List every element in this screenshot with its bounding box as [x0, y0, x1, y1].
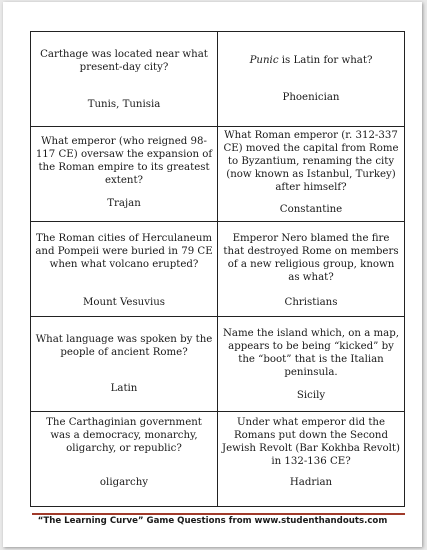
question-card-5	[31, 222, 218, 317]
question-card-6	[218, 222, 405, 317]
card-answer: Tunis, Tunisia	[87, 99, 161, 110]
card-question: Emperor Nero blamed the fire that destroyed Rome on members of a new religious group, known as what?	[223, 233, 399, 283]
question-card-7	[31, 317, 218, 412]
question-card-8	[218, 317, 405, 412]
question-card-10	[218, 412, 405, 507]
question-card-2	[218, 32, 405, 127]
footer-rule	[32, 513, 405, 515]
question-card-3	[31, 127, 218, 222]
card-answer: Hadrian	[289, 477, 333, 488]
card-question: What emperor (who reigned 98-117 CE) oversaw the expansion of the Roman empire to its greatest extent?	[35, 136, 213, 186]
card-answer: Sicily	[296, 390, 326, 401]
card-answer: Christians	[284, 297, 338, 308]
card-answer: Latin	[110, 383, 138, 394]
card-answer: Mount Vesuvius	[82, 297, 166, 308]
card-question-rest: is Latin for what?	[278, 55, 373, 66]
card-question-italic-term: Punic	[249, 55, 279, 66]
footer-credit: “The Learning Curve” Game Questions from www.studenthandouts.com	[37, 516, 388, 526]
card-question: The Roman cities of Herculaneum and Pompeii were buried in 79 CE when what volcano erupted?	[35, 233, 213, 270]
card-answer: Trajan	[107, 198, 141, 209]
card-question	[222, 54, 400, 67]
question-card-4	[218, 127, 405, 222]
worksheet-page	[3, 2, 422, 547]
card-question: The Carthaginian government was a democracy, monarchy, oligarchy, or republic?	[46, 417, 202, 454]
card-question: Carthage was located near what present-day city?	[40, 49, 208, 73]
card-answer: Constantine	[279, 204, 343, 215]
card-question: What Roman emperor (r. 312-337 CE) moved the capital from Rome to Byzantium, renaming the city (now known as Istanbul, Turkey) after himself?	[223, 130, 399, 193]
question-card-1	[31, 32, 218, 127]
card-question: What language was spoken by the people of ancient Rome?	[35, 334, 213, 358]
question-card-grid	[30, 31, 405, 507]
card-answer: Phoenician	[282, 92, 340, 103]
question-card-9	[31, 412, 218, 507]
card-question: Name the island which, on a map, appears to be being “kicked” by the “boot” that is the Italian peninsula.	[223, 328, 399, 378]
card-answer: oligarchy	[99, 477, 149, 488]
card-question: Under what emperor did the Romans put down the Second Jewish Revolt (Bar Kokhba Revolt) in 132-136 CE?	[222, 417, 400, 467]
